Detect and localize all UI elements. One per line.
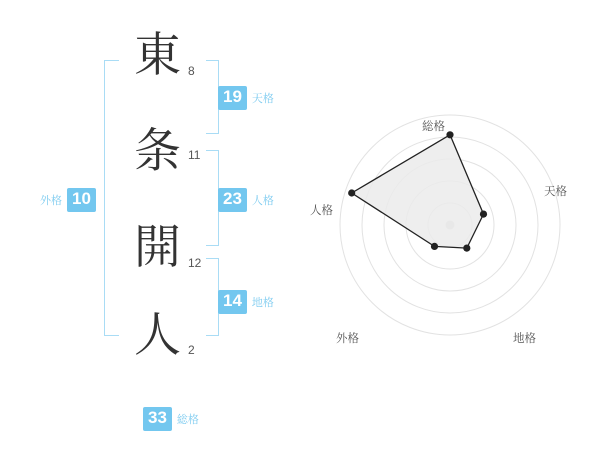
kanji-stroke-count-3: 12 xyxy=(188,256,202,270)
radar-chart xyxy=(300,100,600,390)
soukaku-group xyxy=(143,407,199,431)
kanji-char-1: 東 xyxy=(134,28,181,83)
kanji-char-4: 人 xyxy=(134,308,181,363)
tenkaku-value: 19 xyxy=(218,86,247,110)
jinkaku-label: 人格 xyxy=(251,194,274,207)
radar-axis-label-3: 外格 xyxy=(336,333,359,345)
radar-axis-label-1: 天格 xyxy=(544,186,567,198)
radar-point-4 xyxy=(348,189,355,196)
radar-series-polygon xyxy=(352,135,484,248)
tenkaku-group xyxy=(218,86,274,110)
gaikaku-label: 外格 xyxy=(40,194,62,207)
radar-point-1 xyxy=(480,211,487,218)
radar-axis-label-0: 総格 xyxy=(422,121,445,133)
radar-axis-label-2: 地格 xyxy=(513,333,536,345)
jinkaku-value: 23 xyxy=(218,188,247,212)
chikaku-group xyxy=(218,290,274,314)
radar-point-2 xyxy=(463,245,470,252)
gaikaku-value: 10 xyxy=(67,188,96,212)
radar-point-3 xyxy=(431,243,438,250)
radar-point-0 xyxy=(446,131,453,138)
chikaku-value: 14 xyxy=(218,290,247,314)
kanji-char-3: 開 xyxy=(134,220,181,275)
kanji-stroke-count-2: 11 xyxy=(188,148,201,162)
kanji-stroke-count-4: 2 xyxy=(188,343,195,357)
kanji-stroke-count-1: 8 xyxy=(188,64,195,78)
tenkaku-label: 天格 xyxy=(251,92,274,105)
kanji-char-2: 条 xyxy=(134,124,181,179)
soukaku-value: 33 xyxy=(143,407,172,431)
jinkaku-group xyxy=(218,188,274,212)
soukaku-label: 総格 xyxy=(176,413,199,426)
gaikaku-bracket xyxy=(104,60,119,336)
gaikaku-group xyxy=(40,188,96,212)
radar-axis-label-4: 人格 xyxy=(310,205,333,217)
chikaku-label: 地格 xyxy=(251,296,274,309)
radar-chart-svg xyxy=(300,100,600,390)
